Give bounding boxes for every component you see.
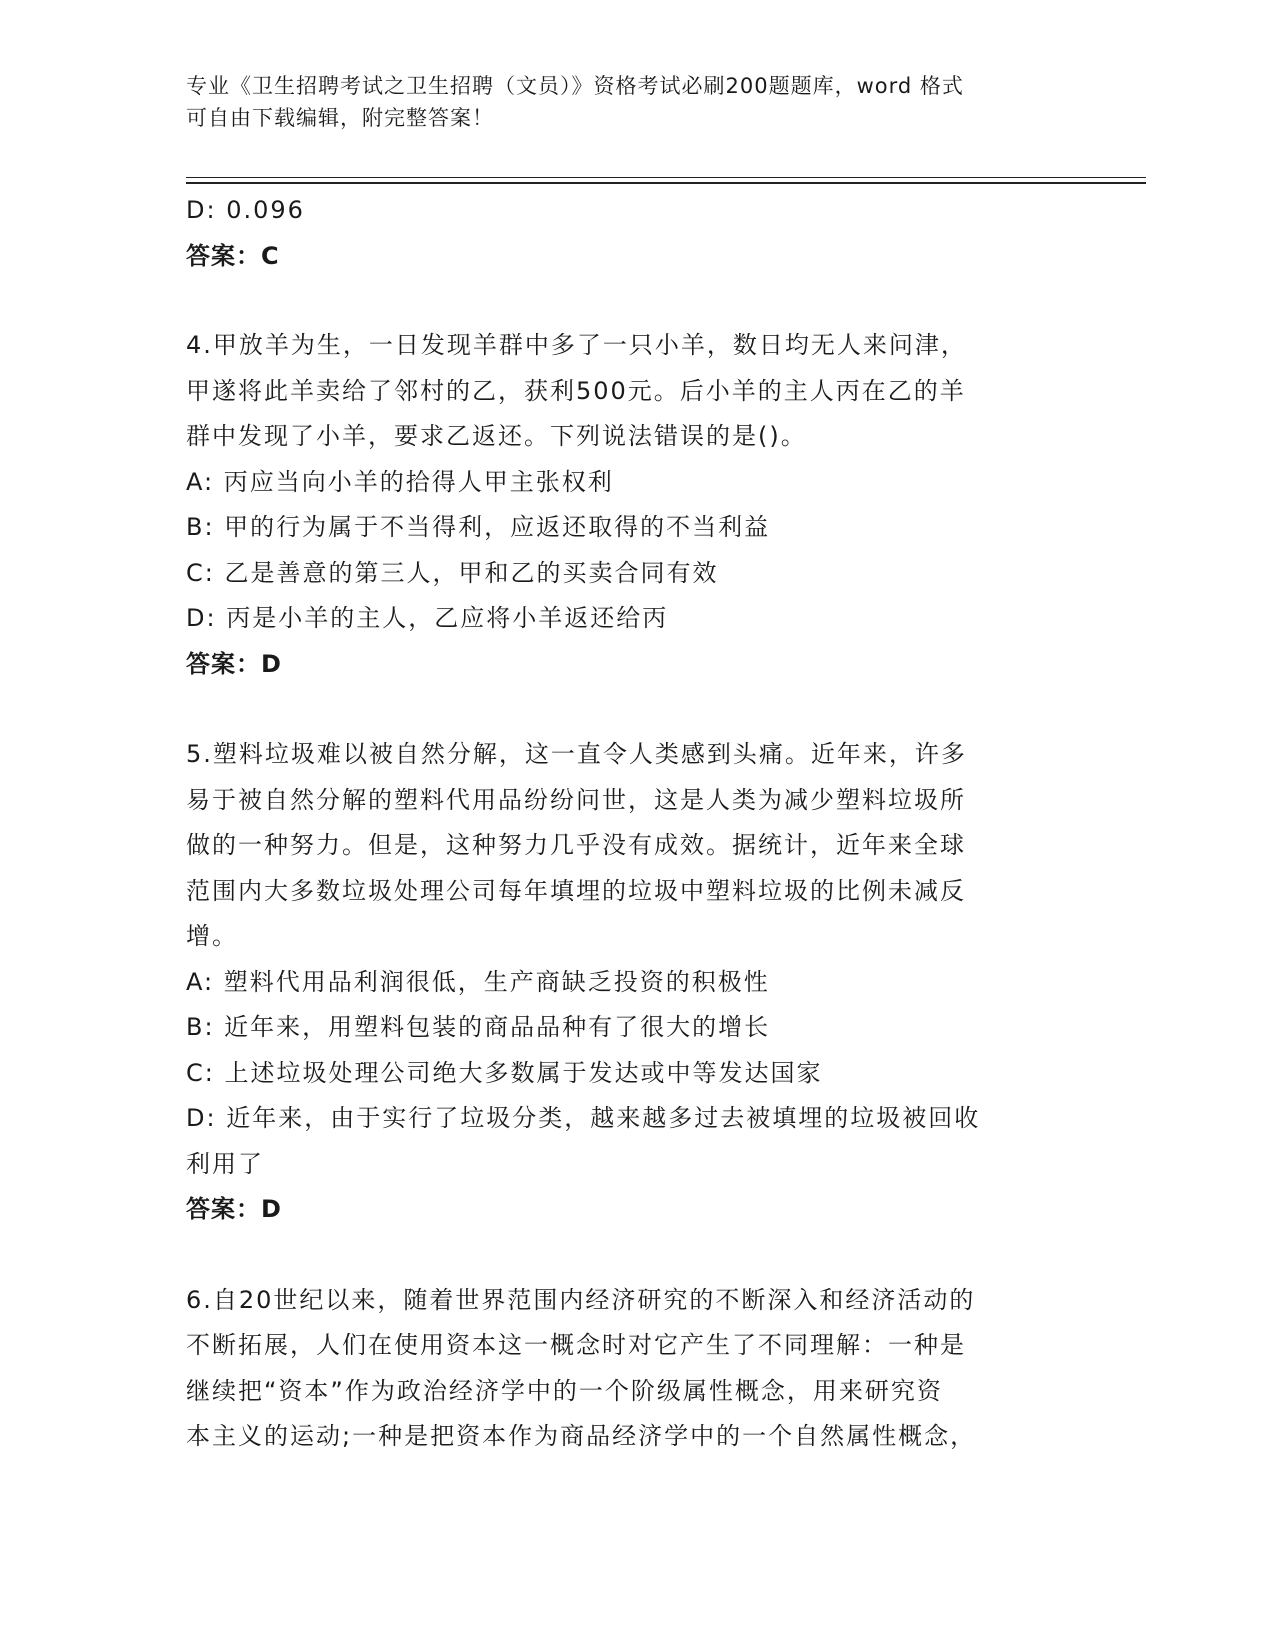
header-divider-thick <box>186 182 1146 184</box>
spacer <box>186 279 1066 323</box>
q4-option-d: D: 丙是小羊的主人，乙应将小羊返还给丙 <box>186 604 669 632</box>
q4-option-b: B: 甲的行为属于不当得利，应返还取得的不当利益 <box>186 513 771 541</box>
q4-stem-line: 甲遂将此羊卖给了邻村的乙，获利500元。后小羊的主人丙在乙的羊 <box>186 376 966 405</box>
q6-stem-line: 继续把“资本”作为政治经济学中的一个阶级属性概念，用来研究资 <box>186 1376 943 1405</box>
question-4 <box>186 323 1066 687</box>
question-6 <box>186 1278 1066 1460</box>
q4-option-a: A: 丙应当向小羊的拾得人甲主张权利 <box>186 467 614 496</box>
q5-option-c: C: 上述垃圾处理公司绝大多数属于发达或中等发达国家 <box>186 1058 823 1087</box>
q5-stem-line: 做的一种努力。但是，这种努力几乎没有成效。据统计，近年来全球 <box>186 831 966 859</box>
q5-answer: 答案：D <box>186 1195 282 1223</box>
q3-answer: 答案：C <box>186 241 280 270</box>
q5-stem-line: 5.塑料垃圾难以被自然分解，这一直令人类感到头痛。近年来，许多 <box>186 740 967 768</box>
q4-option-c: C: 乙是善意的第三人，甲和乙的买卖合同有效 <box>186 558 719 587</box>
q5-stem-line: 增。 <box>186 922 238 950</box>
spacer <box>186 687 1066 732</box>
q5-option-a: A: 塑料代用品利润很低，生产商缺乏投资的积极性 <box>186 967 770 996</box>
q6-stem-line: 不断拓展，人们在使用资本这一概念时对它产生了不同理解：一种是 <box>186 1331 966 1359</box>
q5-stem-line: 范围内大多数垃圾处理公司每年填埋的垃圾中塑料垃圾的比例未减反 <box>186 876 966 905</box>
q3-option-d: D: 0.096 <box>186 196 305 224</box>
page-header <box>186 70 1066 134</box>
q5-option-d-continued: 利用了 <box>186 1149 264 1178</box>
spacer <box>186 1233 1066 1278</box>
q6-stem-line: 本主义的运动;一种是把资本作为商品经济学中的一个自然属性概念， <box>186 1422 977 1450</box>
question-content <box>186 188 1066 1460</box>
question-5 <box>186 732 1066 1233</box>
q5-option-b: B: 近年来，用塑料包装的商品品种有了很大的增长 <box>186 1013 771 1041</box>
q4-answer: 答案：D <box>186 649 282 678</box>
q5-option-d: D: 近年来，由于实行了垃圾分类，越来越多过去被填埋的垃圾被回收 <box>186 1104 981 1132</box>
header-title-line-1: 专业《卫生招聘考试之卫生招聘（文员）》资格考试必刷200题题库，word 格式 <box>186 74 964 98</box>
header-title-line-2: 可自由下载编辑，附完整答案！ <box>186 106 494 130</box>
q4-stem-line: 群中发现了小羊，要求乙返还。下列说法错误的是()。 <box>186 422 807 450</box>
q6-stem-line: 6.自20世纪以来，随着世界范围内经济研究的不断深入和经济活动的 <box>186 1285 976 1314</box>
q4-stem-line: 4.甲放羊为生，一日发现羊群中多了一只小羊，数日均无人来问津， <box>186 331 967 359</box>
q5-stem-line: 易于被自然分解的塑料代用品纷纷问世，这是人类为减少塑料垃圾所 <box>186 785 966 814</box>
header-divider-thin <box>186 177 1146 178</box>
